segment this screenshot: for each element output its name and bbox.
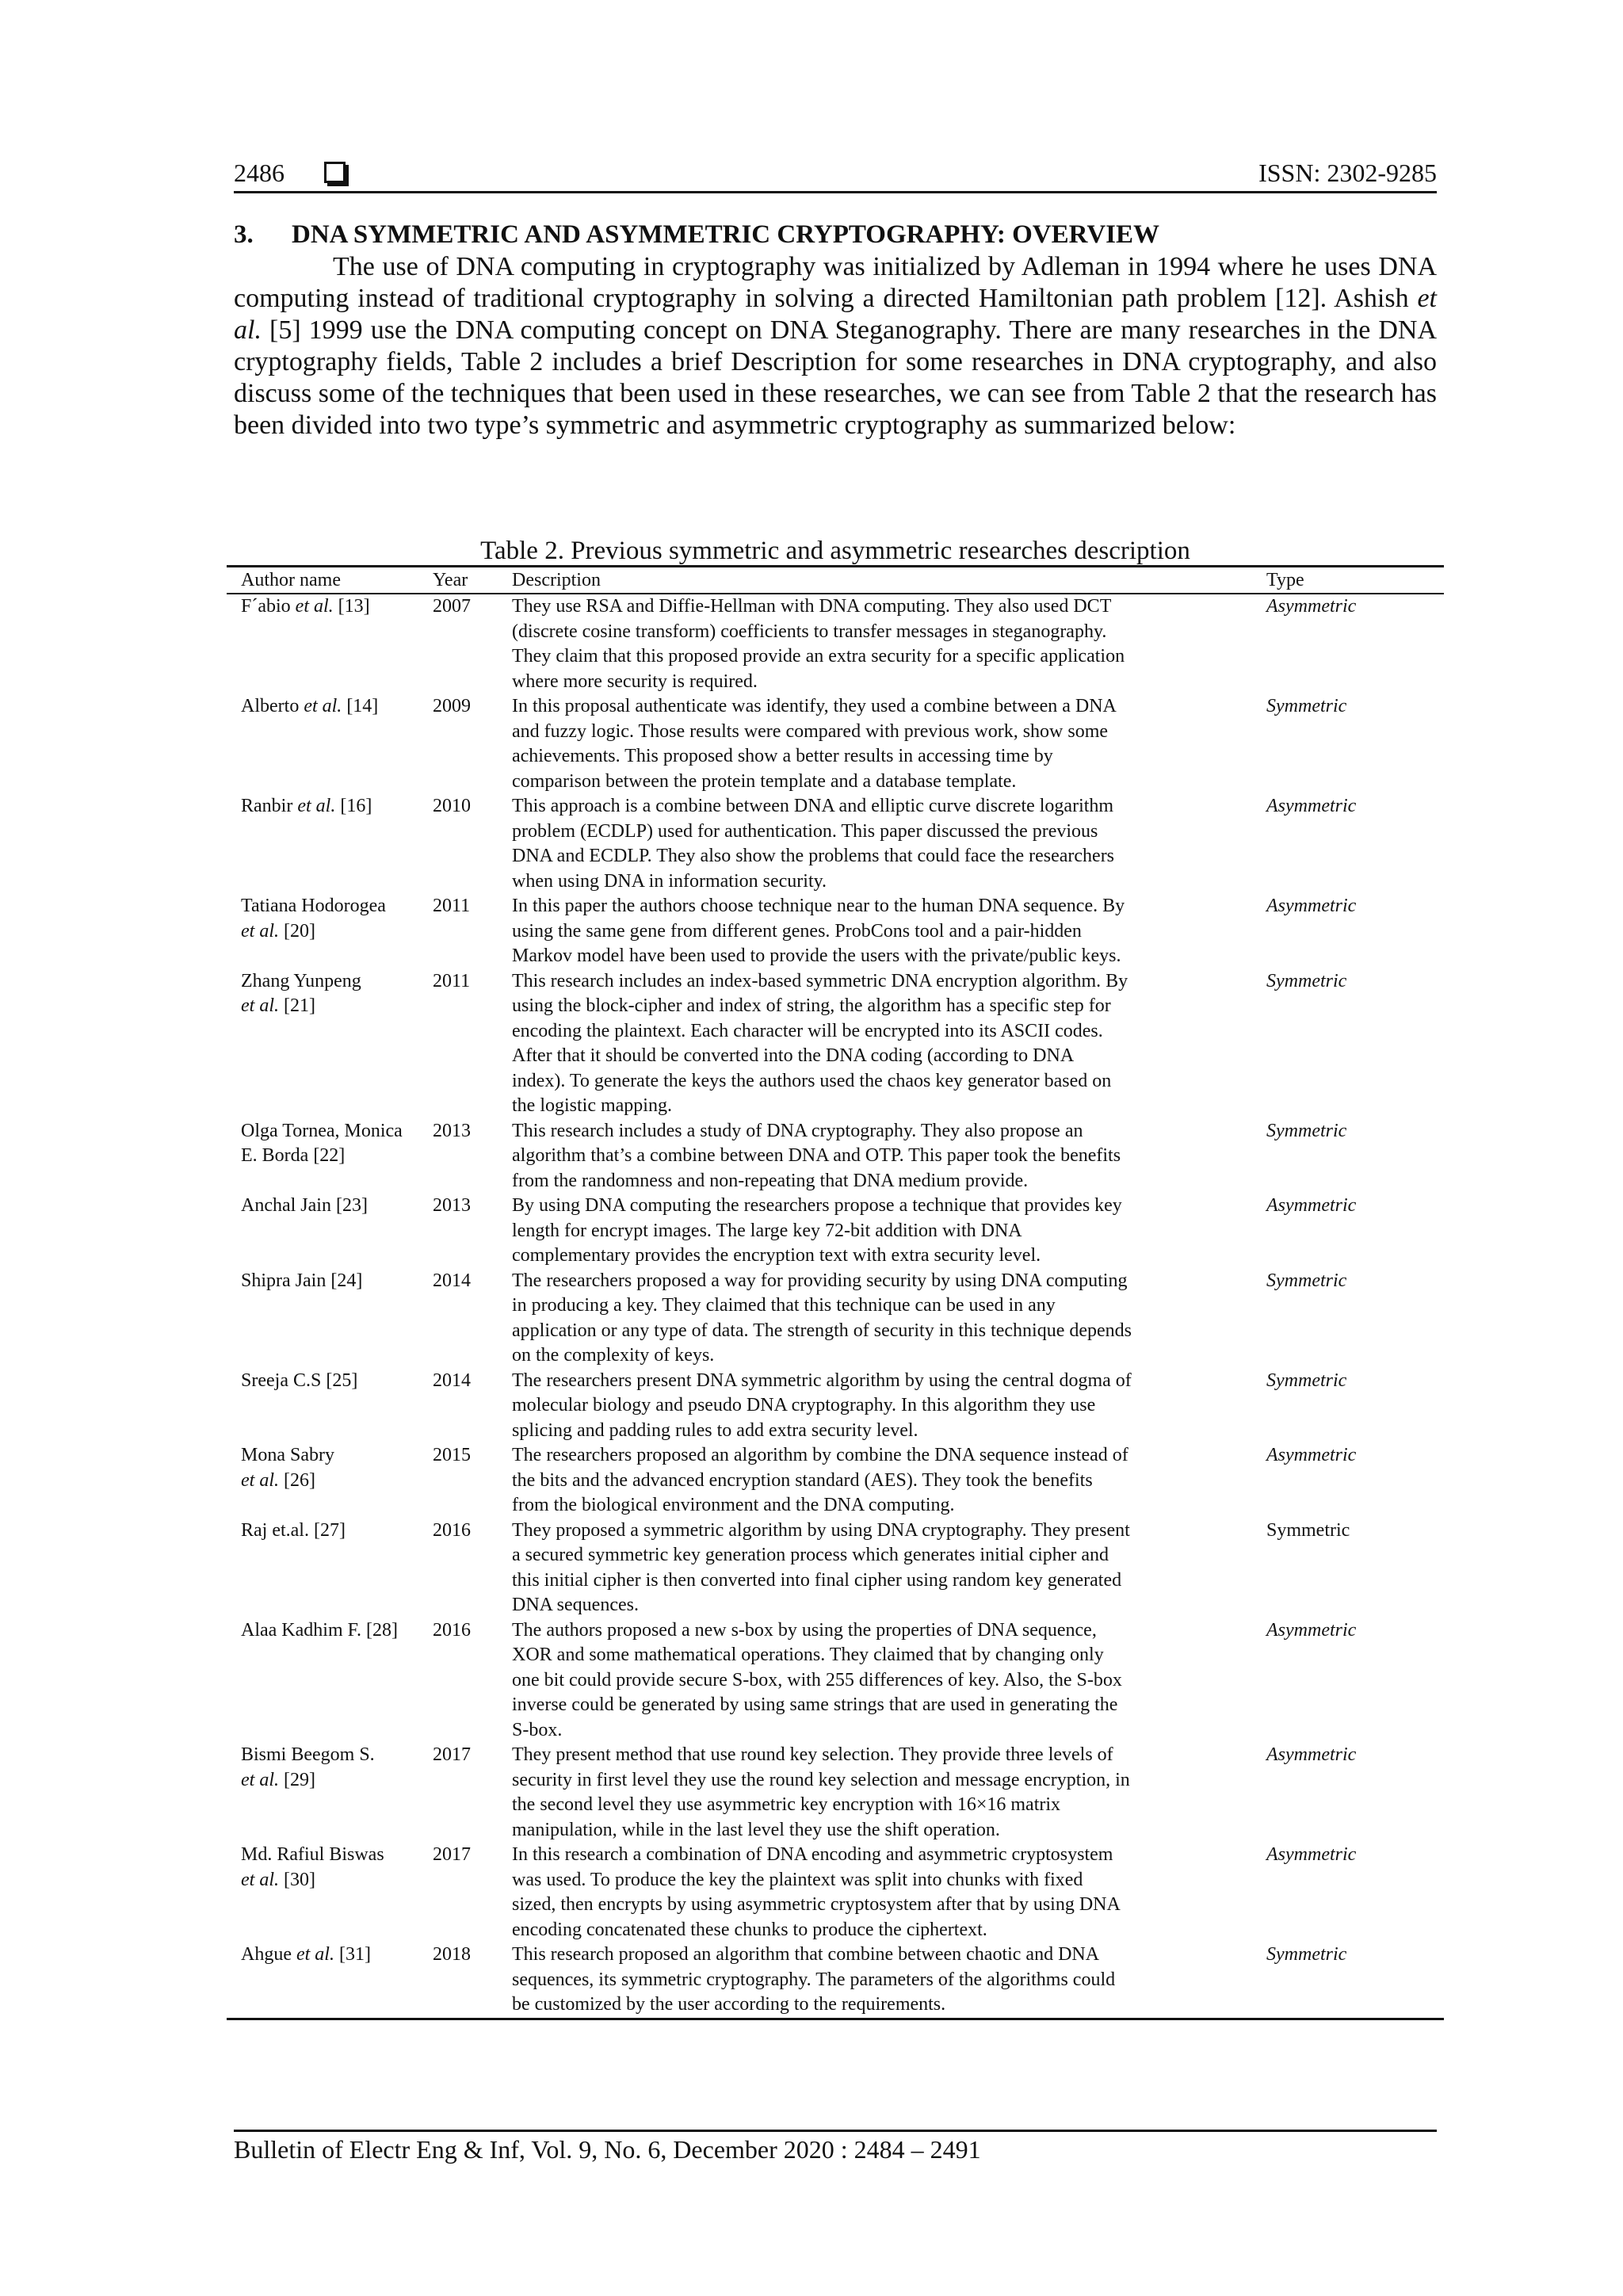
table-row <box>227 969 1444 1119</box>
cell-description <box>512 1943 1265 2018</box>
cell-author <box>227 1443 426 1519</box>
table-body <box>227 594 1444 2018</box>
author-name: Raj et.al. [27] <box>241 1519 346 1541</box>
cell-author <box>227 1519 426 1618</box>
cell-description <box>512 1443 1265 1519</box>
section-heading <box>234 218 1437 251</box>
description-line: molecular biology and pseudo DNA cryptography. In this algorithm they use <box>512 1395 1096 1415</box>
table-row <box>227 694 1444 794</box>
description-line: This research proposed an algorithm that combine between chaotic and DNA <box>512 1944 1100 1965</box>
cell-year: 2011 <box>433 970 471 991</box>
author-reference: [29] <box>279 1769 315 1790</box>
description-line: comparison between the protein template and a database template. <box>512 770 1017 792</box>
cell-author <box>227 1943 426 2018</box>
author-reference: [21] <box>279 995 315 1016</box>
description-line: in producing a key. They claimed that this technique can be used in any <box>512 1295 1056 1316</box>
author-name: Ranbir <box>241 796 293 816</box>
cell-author <box>227 694 426 794</box>
author-name: Anchal Jain [23] <box>241 1195 368 1216</box>
header-author: Author name <box>241 570 341 590</box>
author-reference: [31] <box>334 1944 371 1965</box>
author-reference: [30] <box>279 1869 315 1890</box>
description-line: the second level they use asymmetric key encryption with 16×16 matrix <box>512 1794 1061 1815</box>
description-line: a secured symmetric key generation process which generates initial cipher and <box>512 1545 1109 1565</box>
description-line: After that it should be converted into the DNA coding (according to DNA <box>512 1045 1075 1066</box>
table-header-row <box>227 567 1444 594</box>
cell-description <box>512 894 1265 969</box>
author-etal: et al. <box>241 1769 279 1790</box>
cell-author <box>227 1743 426 1843</box>
description-line: XOR and some mathematical operations. They claimed that by changing only <box>512 1645 1104 1665</box>
running-footer: Bulletin of Electr Eng & Inf, Vol. 9, No. 6, December 2020 : 2484 – 2491 <box>234 2135 981 2164</box>
cell-description <box>512 694 1265 794</box>
author-name: Md. Rafiul Biswas <box>241 1844 384 1865</box>
cell-author <box>227 1843 426 1943</box>
description-line: one bit could provide secure S-box, with 255 differences of key. Also, the S-box <box>512 1669 1122 1690</box>
description-line: This research includes a study of DNA cryptography. They also propose an <box>512 1120 1083 1141</box>
cell-type: Symmetric <box>1266 1270 1347 1291</box>
cell-year: 2011 <box>433 896 471 916</box>
description-line: when using DNA in information security. <box>512 870 827 892</box>
cell-description <box>512 1269 1265 1369</box>
description-line: algorithm that’s a combine between DNA and OTP. This paper took the benefits <box>512 1145 1121 1166</box>
description-line: achievements. This proposed show a better results in accessing time by <box>512 746 1053 766</box>
cell-year: 2015 <box>433 1445 471 1465</box>
section-3 <box>234 218 1437 441</box>
cell-year: 2010 <box>433 796 471 816</box>
description-line: By using DNA computing the researchers propose a technique that provides key <box>512 1195 1122 1216</box>
author-reference: [20] <box>279 920 315 942</box>
cell-type: Asymmetric <box>1266 1844 1357 1865</box>
description-line: manipulation, while in the last level they use the shift operation. <box>512 1819 1000 1840</box>
issn: ISSN: 2302-9285 <box>1258 159 1437 187</box>
cell-type: Asymmetric <box>1266 1619 1357 1641</box>
table-row <box>227 894 1444 969</box>
cell-type: Symmetric <box>1266 1370 1347 1391</box>
author-name: Ahgue <box>241 1944 292 1965</box>
cell-year: 2014 <box>433 1370 471 1391</box>
description-line: the bits and the advanced encryption standard (AES). They took the benefits <box>512 1469 1093 1491</box>
cell-author <box>227 969 426 1119</box>
cell-type: Symmetric <box>1266 1519 1350 1541</box>
author-name: Shipra Jain [24] <box>241 1270 363 1291</box>
description-line: They proposed a symmetric algorithm by using DNA cryptography. They present <box>512 1519 1130 1541</box>
cell-year: 2009 <box>433 696 471 716</box>
description-line: was used. To produce the key the plaintext was split into chunks with fixed <box>512 1869 1083 1890</box>
cell-type: Symmetric <box>1266 1120 1347 1141</box>
description-line: (discrete cosine transform) coefficients to transfer messages in steganography. <box>512 621 1107 642</box>
author-name: Alberto <box>241 696 300 716</box>
cell-description <box>512 969 1265 1119</box>
description-line: DNA sequences. <box>512 1595 639 1615</box>
description-line: They use RSA and Diffie-Hellman with DNA computing. They also used DCT <box>512 596 1112 617</box>
description-line: The researchers proposed an algorithm by combine the DNA sequence instead of <box>512 1445 1128 1465</box>
running-header <box>234 157 1437 189</box>
description-line: index). To generate the keys the authors used the chaos key generator based on <box>512 1070 1112 1091</box>
description-line: the logistic mapping. <box>512 1095 672 1116</box>
description-line: They claim that this proposed provide an extra security for a specific application <box>512 646 1125 667</box>
cell-year: 2016 <box>433 1519 471 1541</box>
cell-description <box>512 1843 1265 1943</box>
checkbox-ornament-icon <box>324 162 346 183</box>
description-line: from the biological environment and the DNA computing. <box>512 1495 955 1515</box>
description-line: This research includes an index-based symmetric DNA encryption algorithm. By <box>512 970 1128 991</box>
table-row <box>227 1119 1444 1194</box>
cell-description <box>512 1119 1265 1194</box>
author-reference: [26] <box>279 1469 315 1491</box>
description-line: They present method that use round key selection. They provide three levels of <box>512 1744 1113 1765</box>
author-reference: [14] <box>342 696 379 716</box>
section-paragraph <box>234 251 1437 441</box>
author-reference: [13] <box>333 596 370 617</box>
author-name: Alaa Kadhim F. [28] <box>241 1619 399 1641</box>
description-line: sequences, its symmetric cryptography. The parameters of the algorithms could <box>512 1969 1116 1990</box>
section-number: 3. <box>234 220 254 249</box>
cell-year: 2013 <box>433 1120 471 1141</box>
cell-type: Symmetric <box>1266 1944 1347 1965</box>
description-line: The researchers present DNA symmetric algorithm by using the central dogma of <box>512 1370 1132 1391</box>
table-caption: Table 2. Previous symmetric and asymmetric researches description <box>480 537 1190 565</box>
cell-author <box>227 1369 426 1444</box>
author-etal: et al. <box>299 696 342 716</box>
author-name: Sreeja C.S [25] <box>241 1370 358 1391</box>
cell-year: 2018 <box>433 1944 471 1965</box>
cell-description <box>512 794 1265 894</box>
author-name: Olga Tornea, Monica E. Borda [22] <box>241 1120 403 1166</box>
description-line: where more security is required. <box>512 670 758 692</box>
paragraph-text: [5] 1999 use the DNA computing concept on DNA Steganography. There are many researches in the DNA cryptography fields, Table 2 includes a brief Description for some researches in DNA cryptography, and also discuss some of the techniques that been used in these researches, we can see from Table 2 that the research has been divided into two type’s symmetric and asymmetric cryptography as summarized below: <box>234 315 1437 440</box>
cell-description <box>512 594 1265 694</box>
author-etal: et al. <box>290 596 334 617</box>
description-line: encoding concatenated these chunks to produce the ciphertext. <box>512 1919 987 1940</box>
description-line: The researchers proposed a way for providing security by using DNA computing <box>512 1270 1128 1291</box>
description-line: using the same gene from different genes. ProbCons tool and a pair-hidden <box>512 920 1082 942</box>
cell-year: 2014 <box>433 1270 471 1291</box>
description-line: sized, then encrypts by using asymmetric cryptosystem after that by using DNA <box>512 1894 1121 1915</box>
description-line: S-box. <box>512 1719 563 1740</box>
cell-description <box>512 1519 1265 1618</box>
cell-author <box>227 1269 426 1369</box>
cell-year: 2017 <box>433 1744 471 1765</box>
cell-description <box>512 1194 1265 1269</box>
cell-author <box>227 594 426 694</box>
table-row <box>227 1194 1444 1269</box>
table-row <box>227 1618 1444 1744</box>
table-row <box>227 1943 1444 2018</box>
footer-rule <box>234 2130 1437 2132</box>
cell-author <box>227 1119 426 1194</box>
description-line: from the randomness and non-repeating that DNA medium provide. <box>512 1170 1029 1191</box>
author-name: F´abio <box>241 596 291 617</box>
cell-description <box>512 1618 1265 1744</box>
description-line: The authors proposed a new s-box by using the properties of DNA sequence, <box>512 1619 1097 1641</box>
author-name: Mona Sabry <box>241 1445 334 1465</box>
description-line: encoding the plaintext. Each character will be encrypted into its ASCII codes. <box>512 1020 1103 1041</box>
cell-description <box>512 1369 1265 1444</box>
author-etal: et al. <box>241 1869 279 1890</box>
description-line: inverse could be generated by using same strings that are used in generating the <box>512 1694 1118 1715</box>
description-line: Markov model have been used to provide the users with the private/public keys. <box>512 946 1121 966</box>
table-row <box>227 1743 1444 1843</box>
description-line: problem (ECDLP) used for authentication. This paper discussed the previous <box>512 820 1098 842</box>
table-row <box>227 1843 1444 1943</box>
header-description: Description <box>512 570 601 590</box>
cell-author <box>227 1194 426 1269</box>
cell-type: Asymmetric <box>1266 896 1357 916</box>
description-line: In this proposal authenticate was identify, they used a combine between a DNA <box>512 696 1117 716</box>
section-title: DNA SYMMETRIC AND ASYMMETRIC CRYPTOGRAPHY: OVERVIEW <box>292 220 1160 249</box>
author-name: Bismi Beegom S. <box>241 1744 375 1765</box>
author-name: Zhang Yunpeng <box>241 970 361 991</box>
description-line: DNA and ECDLP. They also show the problems that could face the researchers <box>512 846 1115 866</box>
table-row <box>227 1443 1444 1519</box>
cell-author <box>227 794 426 894</box>
cell-type: Asymmetric <box>1266 1744 1357 1765</box>
cell-type: Asymmetric <box>1266 796 1357 816</box>
author-reference: [16] <box>335 796 372 816</box>
header-type: Type <box>1266 570 1304 590</box>
header-year: Year <box>433 570 468 590</box>
description-line: application or any type of data. The strength of security in this technique depends <box>512 1320 1132 1341</box>
description-line: and fuzzy logic. Those results were compared with previous work, show some <box>512 720 1109 742</box>
description-line: be customized by the user according to the requirements. <box>512 1994 946 2015</box>
cell-type: Asymmetric <box>1266 1195 1357 1216</box>
cell-year: 2017 <box>433 1844 471 1865</box>
table-row <box>227 1269 1444 1369</box>
description-line: on the complexity of keys. <box>512 1345 715 1366</box>
cell-type: Symmetric <box>1266 696 1347 716</box>
author-name: Tatiana Hodorogea <box>241 896 386 916</box>
author-etal: et al. <box>241 995 279 1016</box>
author-etal: et al. <box>292 796 336 816</box>
author-etal: et al. <box>241 920 279 942</box>
author-etal: et al. <box>241 1469 279 1491</box>
description-line: length for encrypt images. The large key 72-bit addition with DNA <box>512 1220 1022 1241</box>
cell-author <box>227 1618 426 1744</box>
cell-type: Asymmetric <box>1266 1445 1357 1465</box>
description-line: splicing and padding rules to add extra security level. <box>512 1419 918 1441</box>
description-line: this initial cipher is then converted into final cipher using random key generated <box>512 1569 1122 1591</box>
cell-description <box>512 1743 1265 1843</box>
description-line: In this paper the authors choose technique near to the human DNA sequence. By <box>512 896 1125 916</box>
paragraph-text: The use of DNA computing in cryptography was initialized by Adleman in 1994 where he uses DNA computing instead of traditional cryptography in solving a directed Hamiltonian path problem [12]. Ashish <box>234 252 1437 313</box>
research-table <box>227 565 1444 2020</box>
header-rule <box>234 191 1437 193</box>
paragraph-emphasis: et al. <box>234 284 1437 345</box>
description-line: In this research a combination of DNA encoding and asymmetric cryptosystem <box>512 1844 1113 1865</box>
description-line: complementary provides the encryption text with extra security level. <box>512 1245 1041 1266</box>
cell-year: 2007 <box>433 596 471 617</box>
table-row <box>227 1519 1444 1618</box>
description-line: This approach is a combine between DNA and elliptic curve discrete logarithm <box>512 796 1114 816</box>
description-line: using the block-cipher and index of string, the algorithm has a specific step for <box>512 995 1111 1016</box>
cell-type: Asymmetric <box>1266 596 1357 617</box>
cell-year: 2013 <box>433 1195 471 1216</box>
cell-author <box>227 894 426 969</box>
page-number: 2486 <box>234 159 285 187</box>
table-row <box>227 794 1444 894</box>
cell-year: 2016 <box>433 1619 471 1641</box>
cell-type: Symmetric <box>1266 970 1347 991</box>
author-etal: et al. <box>291 1944 334 1965</box>
table-row <box>227 594 1444 694</box>
description-line: security in first level they use the round key selection and message encryption, in <box>512 1769 1130 1790</box>
table-row <box>227 1369 1444 1444</box>
